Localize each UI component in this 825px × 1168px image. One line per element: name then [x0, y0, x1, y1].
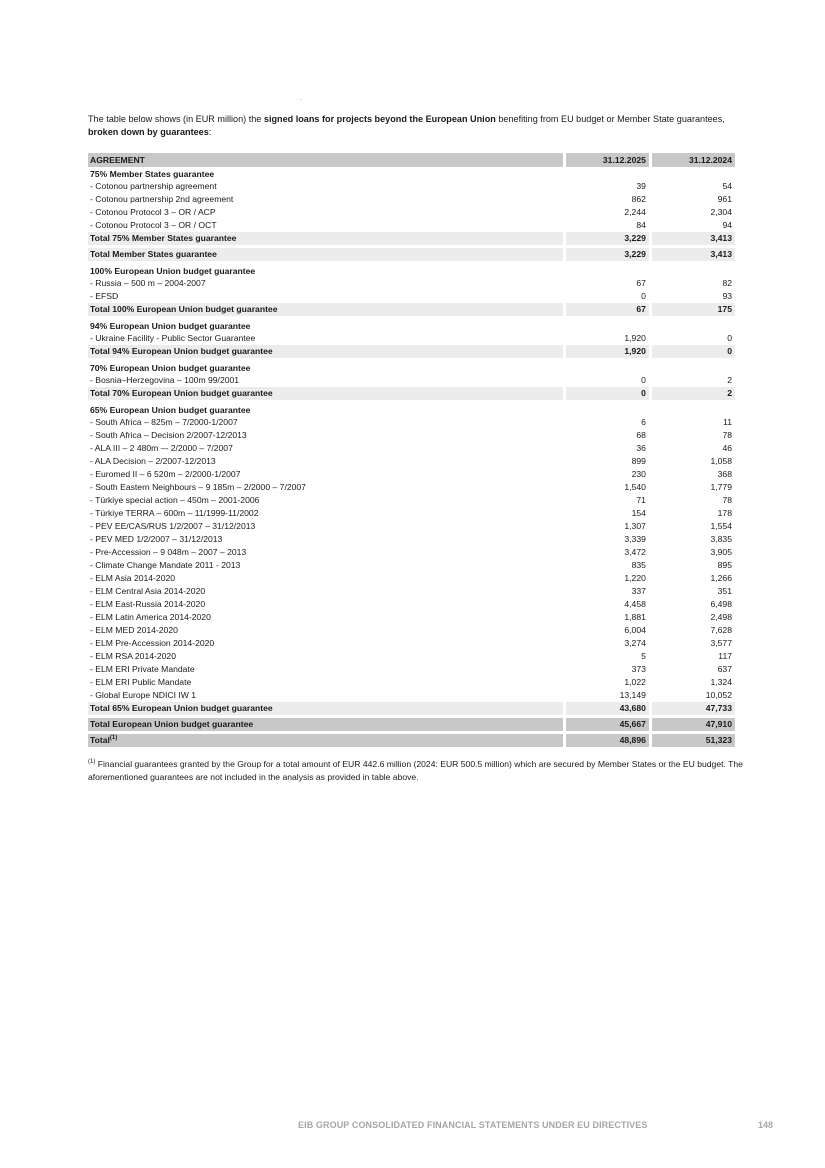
row-label: - PEV MED 1/2/2007 – 31/12/2013: [90, 534, 223, 544]
table-row: [88, 611, 735, 624]
guarantees-table: [88, 153, 735, 747]
row-label: - Russia – 500 m – 2004-2007: [90, 278, 206, 288]
table-row: [88, 507, 735, 520]
table-row: [88, 468, 735, 481]
row-label: - ALA Decision – 2/2007-12/2013: [90, 456, 216, 466]
row-label: - EFSD: [90, 291, 119, 301]
row-value-2025: 5: [641, 651, 646, 661]
row-value-2024: 6,498: [710, 599, 732, 609]
grand-total-label: [88, 734, 563, 747]
row-label: - Cotonou partnership agreement: [90, 181, 217, 191]
table-row: [88, 455, 735, 468]
footnote: [88, 758, 743, 783]
row-label: - ELM ERI Public Mandate: [90, 677, 192, 687]
total-label: Total 65% European Union budget guarantee: [88, 702, 563, 715]
row-value-2025: 0: [641, 291, 646, 301]
table-row: [88, 585, 735, 598]
row-label: - Cotonou Protocol 3 – OR / ACP: [90, 207, 216, 217]
total-value-2024: 2: [652, 387, 735, 400]
row-value-2025: 862: [631, 194, 646, 204]
table-header-row: [88, 153, 735, 167]
row-label: - Euromed II – 6 520m – 2/2000-1/2007: [90, 469, 241, 479]
row-value-2025: 68: [636, 430, 646, 440]
row-value-2025: 1,920: [624, 333, 646, 343]
header-col-2025: 31.12.2025: [566, 153, 649, 167]
row-label: - South Eastern Neighbours – 9 185m – 2/2000 – 7/2007: [90, 482, 306, 492]
row-value-2025: 3,472: [624, 547, 646, 557]
total-value-2024: 3,413: [652, 248, 735, 261]
row-value-2025: 39: [636, 181, 646, 191]
table-row: [88, 180, 735, 193]
row-value-2024: 46: [722, 443, 732, 453]
row-label: - Global Europe NDICI IW 1: [90, 690, 197, 700]
table-row: [88, 689, 735, 702]
row-value-2024: 93: [722, 291, 732, 301]
row-value-2024: 2,498: [710, 612, 732, 622]
row-label: - Cotonou Protocol 3 – OR / OCT: [90, 220, 217, 230]
total-row: [88, 345, 735, 358]
table-row: [88, 416, 735, 429]
table-row: [88, 481, 735, 494]
table-row: [88, 429, 735, 442]
row-label: - Bosnia–Herzegovina – 100m 99/2001: [90, 375, 240, 385]
row-value-2025: 36: [636, 443, 646, 453]
row-value-2025: 4,458: [624, 599, 646, 609]
row-value-2024: 1,779: [710, 482, 732, 492]
row-value-2025: 71: [636, 495, 646, 505]
section-title: 100% European Union budget guarantee: [90, 266, 256, 276]
total-value-2024: 0: [652, 345, 735, 358]
row-value-2025: 899: [631, 456, 646, 466]
total-value-2025: 67: [566, 303, 649, 316]
header-agreement: AGREEMENT: [88, 153, 563, 167]
row-label: - Cotonou partnership 2nd agreement: [90, 194, 234, 204]
row-value-2025: 2,244: [624, 207, 646, 217]
row-value-2024: 54: [722, 181, 732, 191]
row-value-2024: 117: [718, 651, 732, 661]
row-value-2024: 961: [717, 194, 732, 204]
guarantees-table-body: [88, 153, 735, 747]
section-title: 65% European Union budget guarantee: [90, 405, 251, 415]
row-value-2024: 895: [717, 560, 732, 570]
grand-total-footnote-marker: (1): [109, 735, 118, 741]
intro-bold-1: signed loans for projects beyond the European Union: [263, 114, 496, 124]
section-title-row: [88, 361, 735, 374]
row-value-2025: 3,274: [624, 638, 646, 648]
section-title: 94% European Union budget guarantee: [90, 321, 251, 331]
row-value-2025: 154: [631, 508, 646, 518]
row-value-2025: 835: [631, 560, 646, 570]
row-value-2025: 13,149: [619, 690, 646, 700]
row-value-2025: 1,220: [624, 573, 646, 583]
intro-bold-2: broken down by guarantees: [88, 127, 209, 137]
table-row: [88, 494, 735, 507]
row-label: - Climate Change Mandate 2011 - 2013: [90, 560, 241, 570]
grand-total-value-2024: 51,323: [652, 734, 735, 747]
section-title: 75% Member States guarantee: [90, 169, 215, 179]
row-label: - Türkiye special action – 450m – 2001-2006: [90, 495, 260, 505]
row-value-2024: 3,577: [710, 638, 732, 648]
row-value-2024: 7,628: [710, 625, 732, 635]
row-label: - ELM Latin America 2014-2020: [90, 612, 211, 622]
row-value-2025: 1,881: [624, 612, 646, 622]
row-value-2025: 230: [631, 469, 646, 479]
row-value-2024: 1,554: [710, 521, 732, 531]
footnote-marker: (1): [88, 759, 96, 765]
row-label: - ELM Central Asia 2014-2020: [90, 586, 206, 596]
total-value-2025: 45,667: [566, 718, 649, 731]
total-label: Total 75% Member States guarantee: [88, 232, 563, 245]
total-value-2025: 0: [566, 387, 649, 400]
footnote-text: Financial guarantees granted by the Group for a total amount of EUR 442.6 million (2024: EUR 500.5 million) which are secured by Member States or the EU budget. The aforementioned guarantees are not included in the analysis as provided in table above.: [88, 759, 743, 782]
total-value-2025: 1,920: [566, 345, 649, 358]
total-row: [88, 387, 735, 400]
row-label: - South Africa – Decision 2/2007-12/2013: [90, 430, 247, 440]
table-row: [88, 206, 735, 219]
grand-total-value-2025: 48,896: [566, 734, 649, 747]
total-row: [88, 702, 735, 715]
total-value-2025: 3,229: [566, 232, 649, 245]
table-row: [88, 572, 735, 585]
intro-text-1: The table below shows (in EUR million) the: [88, 114, 264, 124]
table-row: [88, 277, 735, 290]
row-value-2025: 1,540: [624, 482, 646, 492]
intro-text-3: :: [208, 127, 212, 137]
table-row: [88, 546, 735, 559]
total-label: Total 70% European Union budget guarantee: [88, 387, 563, 400]
section-title-row: [88, 167, 735, 180]
row-label: - ALA III – 2 480m –- 2/2000 – 7/2007: [90, 443, 233, 453]
stray-dot: .: [300, 96, 302, 102]
total-value-2024: 3,413: [652, 232, 735, 245]
row-label: - PEV EE/CAS/RUS 1/2/2007 – 31/12/2013: [90, 521, 256, 531]
total-label: Total European Union budget guarantee: [88, 718, 563, 731]
table-row: [88, 520, 735, 533]
row-label: - Pre-Accession – 9 048m – 2007 – 2013: [90, 547, 247, 557]
header-col-2024: 31.12.2024: [652, 153, 735, 167]
row-value-2025: 67: [636, 278, 646, 288]
total-row: [88, 232, 735, 245]
section-title-row: [88, 319, 735, 332]
total-row: [88, 718, 735, 731]
table-row: [88, 442, 735, 455]
total-label: Total Member States guarantee: [88, 248, 563, 261]
row-value-2024: 1,324: [710, 677, 732, 687]
row-value-2025: 84: [636, 220, 646, 230]
row-label: - ELM ERI Private Mandate: [90, 664, 195, 674]
row-value-2024: 82: [722, 278, 732, 288]
row-label: - South Africa – 825m – 7/2000-1/2007: [90, 417, 238, 427]
table-row: [88, 559, 735, 572]
row-value-2024: 10,052: [705, 690, 732, 700]
row-value-2024: 637: [717, 664, 732, 674]
row-value-2024: 3,905: [710, 547, 732, 557]
table-row: [88, 533, 735, 546]
total-label: Total 100% European Union budget guarantee: [88, 303, 563, 316]
footer-title: EIB GROUP CONSOLIDATED FINANCIAL STATEMENTS UNDER EU DIRECTIVES: [298, 1120, 648, 1130]
row-value-2025: 1,307: [624, 521, 646, 531]
row-label: - ELM MED 2014-2020: [90, 625, 178, 635]
total-label: Total 94% European Union budget guarantee: [88, 345, 563, 358]
total-value-2024: 47,733: [652, 702, 735, 715]
row-label: - ELM Pre-Accession 2014-2020: [90, 638, 215, 648]
row-value-2024: 78: [722, 495, 732, 505]
table-row: [88, 637, 735, 650]
total-value-2025: 3,229: [566, 248, 649, 261]
table-row: [88, 598, 735, 611]
table-row: [88, 663, 735, 676]
row-value-2025: 337: [631, 586, 646, 596]
row-value-2025: 1,022: [624, 677, 646, 687]
intro-paragraph: [88, 113, 748, 139]
grand-total-row: [88, 734, 735, 747]
total-value-2025: 43,680: [566, 702, 649, 715]
row-value-2024: 94: [722, 220, 732, 230]
table-row: [88, 219, 735, 232]
row-label: - Ukraine Facility - Public Sector Guarantee: [90, 333, 256, 343]
row-value-2024: 368: [717, 469, 732, 479]
row-label: - ELM RSA 2014-2020: [90, 651, 176, 661]
row-value-2024: 178: [717, 508, 732, 518]
row-value-2024: 351: [717, 586, 732, 596]
row-value-2024: 0: [727, 333, 732, 343]
table-row: [88, 650, 735, 663]
row-label: - ELM Asia 2014-2020: [90, 573, 176, 583]
section-title-row: [88, 264, 735, 277]
row-value-2025: 0: [641, 375, 646, 385]
grand-total-text: Total: [90, 735, 110, 745]
row-value-2024: 2: [727, 375, 732, 385]
table-row: [88, 290, 735, 303]
section-title-row: [88, 403, 735, 416]
total-value-2024: 175: [652, 303, 735, 316]
row-label: - Türkiye TERRA – 600m – 11/1999-11/2002: [90, 508, 259, 518]
row-value-2024: 1,266: [710, 573, 732, 583]
section-title: 70% European Union budget guarantee: [90, 363, 251, 373]
row-value-2025: 3,339: [624, 534, 646, 544]
intro-text-2: benefiting from EU budget or Member State guarantees,: [495, 114, 725, 124]
total-row: [88, 303, 735, 316]
row-value-2025: 373: [631, 664, 646, 674]
row-value-2024: 3,835: [710, 534, 732, 544]
row-value-2024: 2,304: [710, 207, 732, 217]
row-value-2025: 6,004: [624, 625, 646, 635]
row-value-2025: 6: [641, 417, 646, 427]
table-row: [88, 624, 735, 637]
page-number: 148: [758, 1120, 774, 1130]
row-value-2024: 78: [722, 430, 732, 440]
table-row: [88, 193, 735, 206]
table-row: [88, 332, 735, 345]
row-value-2024: 11: [723, 417, 732, 427]
row-label: - ELM East-Russia 2014-2020: [90, 599, 206, 609]
table-row: [88, 374, 735, 387]
row-value-2024: 1,058: [710, 456, 732, 466]
total-value-2024: 47,910: [652, 718, 735, 731]
table-row: [88, 676, 735, 689]
total-row: [88, 248, 735, 261]
